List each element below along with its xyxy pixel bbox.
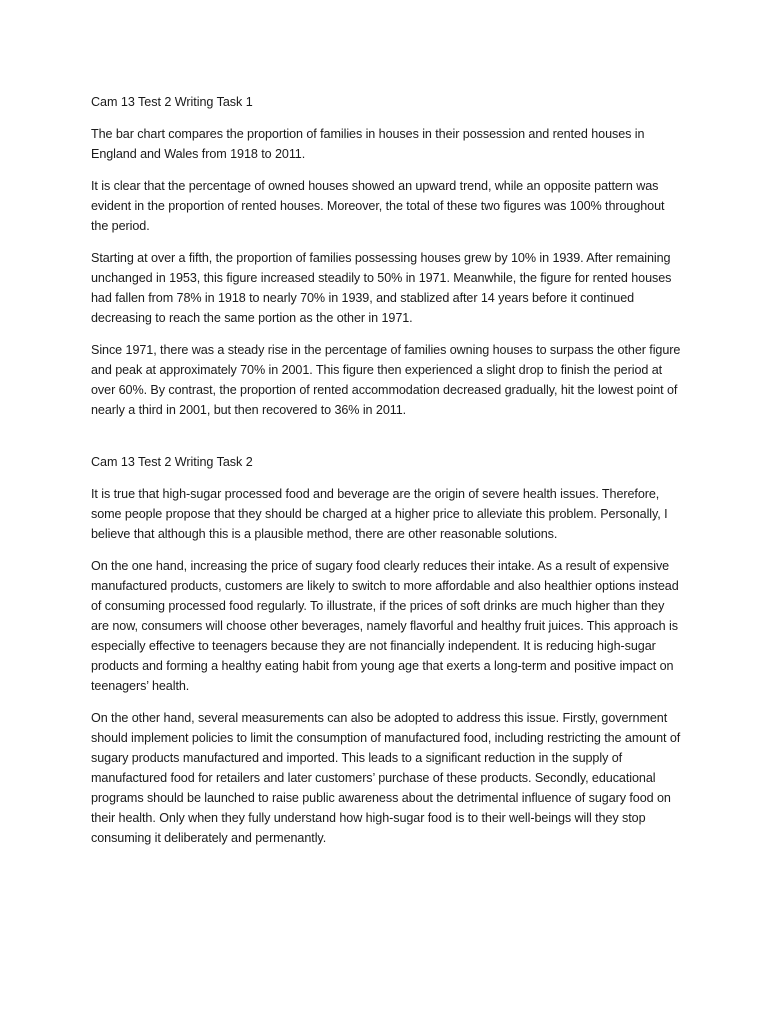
task-2-paragraph-3: On the other hand, several measurements can also be adopted to address this issue. Firstly, government should implement policies to limit the consumption of manufactured food, including restricting the amount of sugary products manufactured and imported. This leads to a significant reduction in the supply of manufactured food for retailers and later customers’ purchase of these products. Secondly, educational programs should be launched to raise public awareness about the detrimental influence of sugary food on their health. Only when they fully understand how high-sugar food is to their well-beings will they stop consuming it deliberately and permenantly.: [91, 711, 681, 845]
task-1-paragraph-2: It is clear that the percentage of owned houses showed an upward trend, while an opposite pattern was evident in the proportion of rented houses. Moreover, the total of these two figures was 100% throughout the period.: [91, 179, 665, 233]
task-1-paragraph-4: Since 1971, there was a steady rise in the percentage of families owning houses to surpass the other figure and peak at approximately 70% in 2001. This figure then experienced a slight drop to finish the period at over 60%. By contrast, the proportion of rented accommodation decreased gradually, hit the lowest point of nearly a third in 2001, but then recovered to 36% in 2011.: [91, 343, 681, 417]
task-2-section: [91, 452, 681, 848]
task-2-title: Cam 13 Test 2 Writing Task 2: [91, 455, 253, 469]
task-2-paragraph-1: It is true that high-sugar processed food and beverage are the origin of severe health issues. Therefore, some people propose that they should be charged at a higher price to alleviate this problem. Personally, I believe that although this is a plausible method, there are other reasonable solutions.: [91, 487, 668, 541]
task-1-title: Cam 13 Test 2 Writing Task 1: [91, 95, 253, 109]
task-1-section: [91, 92, 681, 420]
document-body: [91, 92, 681, 860]
task-1-paragraph-3: Starting at over a fifth, the proportion of families possessing houses grew by 10% in 1939. After remaining unchanged in 1953, this figure increased steadily to 50% in 1971. Meanwhile, the figure for rented houses had fallen from 78% in 1918 to nearly 70% in 1939, and stablized after 14 years before it continued decreasing to reach the same portion as the other in 1971.: [91, 251, 672, 325]
task-1-paragraph-1: The bar chart compares the proportion of families in houses in their possession and rented houses in England and Wales from 1918 to 2011.: [91, 127, 645, 161]
task-2-paragraph-2: On the one hand, increasing the price of sugary food clearly reduces their intake. As a result of expensive manufactured products, customers are likely to switch to more affordable and also healthier options instead of consuming processed food regularly. To illustrate, if the prices of soft drinks are much higher than they are now, consumers will choose other beverages, namely flavorful and healthy fruit juices. This approach is especially effective to teenagers because they are not financially independent. It is reducing high-sugar products and forming a healthy eating habit from young age that exerts a long-term and positive impact on teenagers’ health.: [91, 559, 679, 693]
